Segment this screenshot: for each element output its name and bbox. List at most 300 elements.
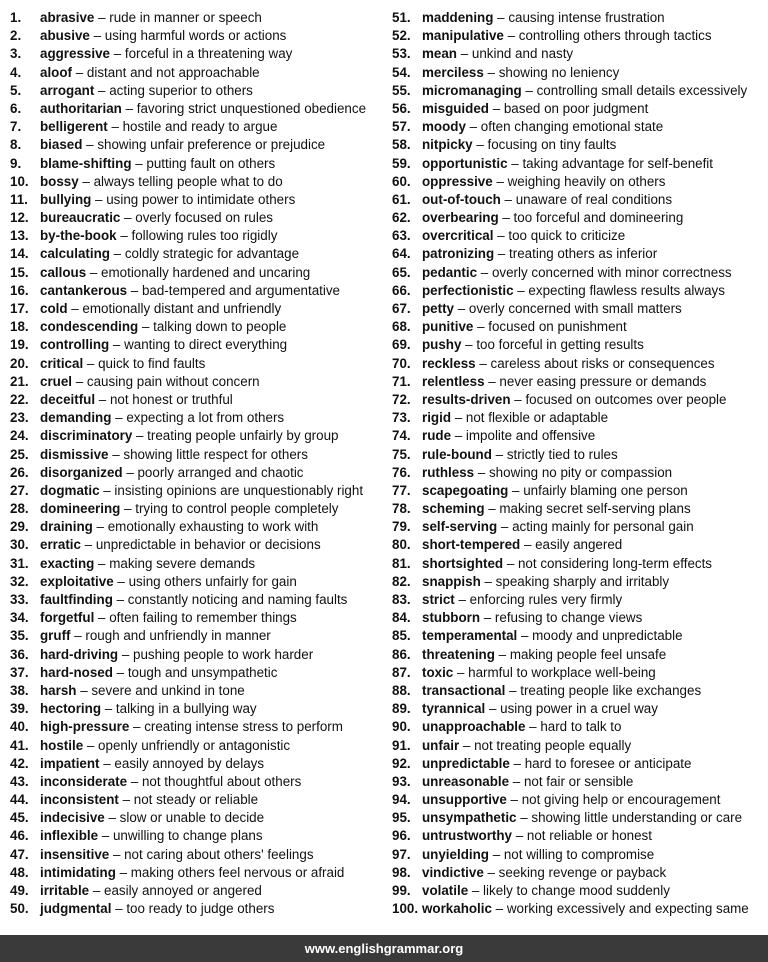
item-dash: – (78, 173, 94, 189)
item-number: 38. (10, 682, 29, 698)
item-definition: rough and unfriendly in manner (85, 628, 271, 644)
item-definition: unaware of real conditions (515, 191, 673, 207)
item-number: 50. (10, 901, 29, 917)
item-number: 53. (392, 46, 411, 62)
list-item (10, 827, 390, 845)
item-word: nitpicky (422, 137, 473, 153)
item-dash: – (520, 537, 536, 553)
list-item (10, 846, 390, 864)
item-word: snappish (422, 573, 481, 589)
item-number: 73. (392, 410, 411, 426)
list-item (10, 173, 390, 191)
item-dash: – (118, 792, 134, 808)
item-word: judgmental (40, 901, 112, 917)
item-number: 2. (10, 28, 22, 44)
list-item (10, 155, 390, 173)
list-item (10, 373, 390, 391)
item-word: hostile (40, 737, 84, 753)
list-item (392, 591, 762, 609)
item-number: 41. (10, 737, 29, 753)
item-word: stubborn (422, 610, 481, 626)
item-number: 83. (392, 592, 411, 607)
item-definition: too forceful and domineering (513, 210, 684, 226)
item-word: exacting (40, 555, 95, 571)
item-number: 11. (10, 191, 28, 207)
item-number: 49. (10, 883, 29, 898)
left-column (10, 9, 390, 918)
item-dash: – (120, 501, 136, 517)
item-dash: – (477, 264, 492, 280)
item-word: arrogant (40, 82, 95, 98)
list-item (392, 427, 762, 445)
item-dash: – (451, 410, 466, 426)
item-word: overcritical (422, 228, 494, 244)
item-number: 61. (392, 191, 411, 207)
item-number: 98. (392, 864, 411, 880)
item-dash: – (115, 864, 131, 880)
item-definition: using power in a cruel way (500, 701, 658, 717)
item-dash: – (94, 555, 110, 571)
item-word: erratic (40, 537, 81, 553)
item-word: bullying (40, 191, 92, 207)
item-definition: acting superior to others (109, 82, 253, 98)
item-dash: – (451, 428, 466, 444)
item-dash: – (509, 773, 524, 789)
item-dash: – (83, 355, 99, 371)
item-word: aggressive (40, 46, 110, 62)
list-item (392, 900, 762, 918)
item-dash: – (113, 573, 129, 589)
item-number: 19. (10, 337, 29, 353)
item-word: scheming (422, 501, 485, 517)
item-dash: – (132, 428, 148, 444)
list-item (10, 518, 390, 536)
item-word: tyrannical (422, 701, 486, 717)
list-item (10, 282, 390, 300)
item-definition: poorly arranged and chaotic (137, 464, 304, 480)
item-word: faultfinding (40, 592, 113, 607)
item-dash: – (484, 501, 500, 517)
list-item (392, 573, 762, 591)
item-definition: focusing on tiny faults (487, 137, 617, 153)
item-number: 66. (392, 282, 411, 298)
item-word: petty (422, 301, 454, 316)
list-item (10, 882, 390, 900)
list-item (10, 100, 390, 118)
list-item (392, 9, 762, 27)
item-number: 65. (392, 264, 411, 280)
item-definition: distant and not approachable (86, 64, 260, 80)
list-item (392, 155, 762, 173)
item-dash: – (92, 519, 108, 535)
item-number: 42. (10, 755, 29, 771)
item-dash: – (507, 155, 523, 171)
list-item (10, 355, 390, 373)
item-number: 86. (392, 646, 411, 662)
list-item (392, 245, 762, 263)
item-dash: – (516, 810, 532, 826)
item-dash: – (492, 173, 508, 189)
list-item (10, 900, 390, 918)
item-dash: – (131, 155, 147, 171)
item-number: 72. (392, 391, 411, 407)
list-item (10, 64, 390, 82)
item-word: volatile (422, 883, 469, 898)
item-dash: – (525, 719, 541, 735)
item-dash: – (83, 737, 99, 753)
item-dash: – (67, 301, 83, 316)
list-item (10, 500, 390, 518)
item-word: patronizing (422, 246, 495, 262)
item-definition: wanting to direct everything (124, 337, 288, 353)
item-word: unpredictable (422, 755, 510, 771)
item-dash: – (129, 719, 145, 735)
list-item (392, 536, 762, 554)
list-item (392, 755, 762, 773)
item-number: 59. (392, 155, 411, 171)
list-item (392, 100, 762, 118)
item-definition: forceful in a threatening way (124, 46, 293, 62)
item-word: reckless (422, 355, 476, 371)
item-dash: – (465, 119, 481, 135)
item-word: micromanaging (422, 82, 522, 98)
item-dash: – (95, 391, 110, 407)
item-word: self-serving (422, 519, 498, 535)
item-definition: showing no leniency (498, 64, 620, 80)
item-definition: creating intense stress to perform (144, 719, 343, 735)
item-dash: – (513, 282, 529, 298)
item-dash: – (82, 137, 98, 153)
item-definition: constantly noticing and naming faults (127, 592, 348, 607)
list-item (10, 627, 390, 645)
item-number: 4. (10, 64, 22, 80)
item-dash: – (107, 119, 123, 135)
item-number: 40. (10, 719, 29, 735)
item-dash: – (86, 264, 102, 280)
item-dash: – (505, 682, 521, 698)
item-number: 9. (10, 155, 22, 171)
list-item (10, 82, 390, 100)
item-dash: – (508, 482, 524, 498)
item-definition: expecting flawless results always (528, 282, 725, 298)
item-dash: – (474, 464, 489, 480)
item-dash: – (94, 82, 110, 98)
item-definition: putting fault on others (146, 155, 276, 171)
item-definition: always telling people what to do (93, 173, 283, 189)
item-word: unapproachable (422, 719, 526, 735)
item-dash: – (494, 646, 510, 662)
list-item (10, 9, 390, 27)
item-dash: – (488, 846, 504, 862)
item-definition: bad-tempered and argumentative (141, 282, 340, 298)
item-dash: – (99, 482, 115, 498)
item-dash: – (517, 628, 533, 644)
item-definition: talking in a bullying way (115, 701, 257, 717)
item-number: 71. (392, 373, 411, 389)
item-number: 35. (10, 628, 29, 644)
item-dash: – (109, 846, 125, 862)
item-number: 64. (392, 246, 411, 262)
item-dash: – (498, 210, 514, 226)
item-number: 75. (392, 446, 411, 462)
item-number: 12. (10, 210, 29, 226)
item-word: toxic (422, 664, 454, 680)
item-number: 96. (392, 828, 411, 844)
list-item (392, 336, 762, 354)
item-word: gruff (40, 628, 71, 644)
item-dash: – (454, 592, 470, 607)
list-item (10, 791, 390, 809)
list-item (10, 737, 390, 755)
item-dash: – (521, 82, 537, 98)
list-item (392, 409, 762, 427)
list-item (392, 391, 762, 409)
item-definition: not honest or truthful (109, 391, 233, 407)
item-word: discriminatory (40, 428, 133, 444)
list-item (392, 864, 762, 882)
item-number: 46. (10, 828, 29, 844)
item-word: demanding (40, 410, 112, 426)
item-number: 56. (392, 100, 411, 116)
item-number: 44. (10, 792, 29, 808)
item-dash: – (493, 228, 509, 244)
list-item (10, 482, 390, 500)
item-dash: – (461, 337, 477, 353)
item-number: 20. (10, 355, 29, 371)
item-definition: not thoughtful about others (141, 773, 302, 789)
item-number: 6. (10, 100, 22, 116)
item-dash: – (512, 828, 527, 844)
item-definition: using others unfairly for gain (128, 573, 297, 589)
list-item (392, 773, 762, 791)
item-definition: overly focused on rules (135, 210, 273, 226)
item-dash: – (509, 755, 525, 771)
item-definition: using power to intimidate others (106, 191, 296, 207)
item-number: 77. (392, 482, 411, 498)
item-definition: focused on punishment (488, 319, 627, 335)
list-item (392, 118, 762, 136)
item-definition: emotionally distant and unfriendly (82, 301, 282, 316)
item-definition: not reliable or honest (526, 828, 652, 844)
item-definition: never easing pressure or demands (499, 373, 707, 389)
item-dash: – (109, 46, 125, 62)
item-word: merciless (422, 64, 484, 80)
item-definition: too quick to criticize (508, 228, 626, 244)
item-word: domineering (40, 501, 121, 517)
item-word: unyielding (422, 846, 489, 862)
item-number: 43. (10, 773, 29, 789)
item-word: biased (40, 137, 83, 153)
item-word: belligerent (40, 119, 108, 135)
list-item (392, 555, 762, 573)
item-number: 48. (10, 864, 29, 880)
list-item (392, 82, 762, 100)
item-dash: – (72, 64, 87, 80)
list-item (392, 264, 762, 282)
item-definition: unkind and nasty (471, 46, 574, 62)
item-word: authoritarian (40, 100, 122, 116)
item-dash: – (116, 228, 132, 244)
item-word: dogmatic (40, 482, 100, 498)
item-definition: showing unfair preference or prejudice (97, 137, 326, 153)
list-item (10, 427, 390, 445)
item-dash: – (454, 301, 469, 316)
list-item (392, 209, 762, 227)
item-number: 81. (392, 555, 411, 571)
item-dash: – (72, 373, 87, 389)
list-item (392, 355, 762, 373)
item-word: scapegoating (422, 482, 509, 498)
item-dash: – (480, 610, 495, 626)
item-definition: based on poor judgment (503, 100, 649, 116)
item-number: 68. (392, 319, 411, 335)
item-definition: quick to find faults (98, 355, 206, 371)
item-dash: – (101, 701, 116, 717)
item-number: 16. (10, 282, 29, 298)
item-word: bossy (40, 173, 79, 189)
item-dash: – (111, 410, 127, 426)
item-dash: – (118, 646, 134, 662)
list-item (10, 755, 390, 773)
item-dash: – (456, 46, 472, 62)
item-number: 94. (392, 792, 411, 808)
item-word: abrasive (40, 10, 95, 25)
item-definition: treating others as inferior (509, 246, 658, 262)
item-word: insensitive (40, 846, 110, 862)
item-word: shortsighted (422, 555, 504, 571)
list-item (392, 646, 762, 664)
footer-banner: www.englishgrammar.org (0, 935, 768, 962)
item-definition: talking down to people (153, 319, 287, 335)
item-dash: – (485, 701, 501, 717)
item-dash: – (94, 10, 110, 25)
item-number: 95. (392, 810, 411, 826)
item-definition: not giving help or encouragement (521, 792, 721, 808)
item-number: 39. (10, 701, 29, 717)
item-dash: – (494, 246, 510, 262)
item-number: 69. (392, 337, 411, 353)
item-dash: – (94, 610, 110, 626)
item-definition: easily annoyed by delays (114, 755, 265, 771)
list-item (392, 300, 762, 318)
item-dash: – (89, 28, 105, 44)
item-dash: – (468, 883, 484, 898)
item-dash: – (109, 337, 125, 353)
item-dash: – (453, 664, 469, 680)
item-number: 21. (10, 373, 29, 389)
item-dash: – (111, 901, 127, 917)
item-number: 52. (392, 28, 411, 44)
list-item (10, 245, 390, 263)
item-word: dismissive (40, 446, 109, 462)
list-item (10, 864, 390, 882)
item-definition: expecting a lot from others (126, 410, 285, 426)
item-number: 57. (392, 119, 411, 135)
item-definition: showing little respect for others (123, 446, 308, 462)
item-dash: – (488, 100, 504, 116)
list-item (392, 500, 762, 518)
item-definition: hard to foresee or anticipate (524, 755, 692, 771)
item-number: 91. (392, 737, 411, 753)
item-definition: hard to talk to (540, 719, 622, 735)
item-number: 87. (392, 664, 411, 680)
item-definition: unfairly blaming one person (523, 482, 688, 498)
item-word: manipulative (422, 28, 504, 44)
item-word: aloof (40, 64, 72, 80)
list-item (10, 391, 390, 409)
item-number: 28. (10, 501, 29, 517)
item-dash: – (121, 100, 137, 116)
item-definition: emotionally exhausting to work with (107, 519, 319, 535)
item-word: oppressive (422, 173, 493, 189)
item-definition: refusing to change views (494, 610, 643, 626)
item-dash: – (473, 319, 489, 335)
item-definition: not considering long-term effects (517, 555, 713, 571)
item-word: forgetful (40, 610, 95, 626)
item-definition: not willing to compromise (503, 846, 655, 862)
list-item (392, 173, 762, 191)
item-definition: causing intense frustration (508, 10, 665, 25)
list-item (10, 536, 390, 554)
item-word: rude (422, 428, 452, 444)
item-definition: openly unfriendly or antagonistic (98, 737, 291, 753)
list-item (392, 737, 762, 755)
item-dash: – (98, 828, 113, 844)
item-word: unsupportive (422, 792, 507, 808)
item-word: hard-nosed (40, 664, 113, 680)
item-dash: – (120, 210, 136, 226)
list-item (10, 336, 390, 354)
item-definition: working excessively and expecting same (506, 901, 749, 917)
item-definition: strictly tied to rules (506, 446, 618, 462)
item-word: high-pressure (40, 719, 130, 735)
item-word: pushy (422, 337, 462, 353)
item-word: indecisive (40, 810, 105, 826)
list-item (392, 45, 762, 63)
item-number: 27. (10, 482, 29, 498)
item-dash: – (76, 682, 92, 698)
item-dash: – (108, 446, 124, 462)
item-definition: not treating people equally (474, 737, 632, 753)
item-definition: overly concerned with small matters (468, 301, 682, 316)
item-number: 18. (10, 319, 29, 335)
item-definition: enforcing rules very firmly (469, 592, 623, 607)
item-word: inconsistent (40, 792, 119, 808)
item-definition: making people feel unsafe (509, 646, 667, 662)
item-definition: severe and unkind in tone (91, 682, 245, 698)
list-item (392, 627, 762, 645)
item-dash: – (127, 773, 142, 789)
item-number: 3. (10, 46, 22, 62)
item-word: pedantic (422, 264, 478, 280)
item-number: 88. (392, 682, 411, 698)
item-number: 79. (392, 519, 411, 535)
item-definition: coldly strategic for advantage (124, 246, 300, 262)
item-number: 55. (392, 82, 411, 98)
list-item (10, 264, 390, 282)
item-number: 23. (10, 410, 29, 426)
list-item (10, 27, 390, 45)
item-word: unreasonable (422, 773, 510, 789)
item-dash: – (483, 64, 499, 80)
item-word: hard-driving (40, 646, 119, 662)
list-item (392, 518, 762, 536)
item-definition: rude in manner or speech (109, 10, 262, 25)
item-number: 80. (392, 537, 411, 553)
list-item (10, 664, 390, 682)
item-word: short-tempered (422, 537, 521, 553)
item-dash: – (483, 864, 499, 880)
